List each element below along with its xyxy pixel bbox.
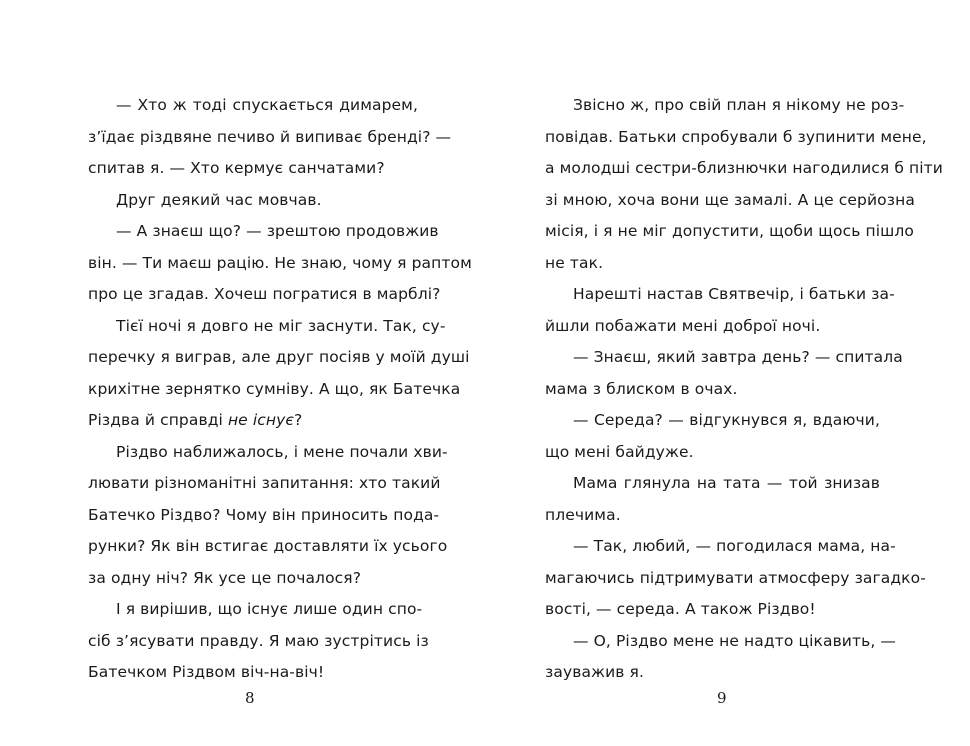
text-line: — Знаєш, який завтра день? — спитала — [573, 348, 903, 366]
text-line: зауважив я. — [545, 663, 644, 681]
text-line: сіб з’ясувати правду. Я маю зустрітись із — [88, 631, 429, 650]
text-fragment: ? — [294, 411, 303, 429]
text-line: перечку я виграв, але друг посіяв у моїй душі — [88, 348, 470, 366]
text-line: Нарешті настав Святвечір, і батьки за- — [573, 285, 895, 303]
text-line: — Хто ж тоді спускається димарем, — [116, 96, 418, 114]
text-line: — О, Різдво мене не надто цікавить, — — [573, 631, 896, 650]
left-page — [88, 90, 472, 689]
text-line: йшли побажати мені доброї ночі. — [545, 316, 821, 335]
text-line: І я вирішив, що існує лише один спо- — [116, 600, 423, 618]
text-line: — Середа? — відгукнувся я, вдаючи, — [573, 411, 880, 429]
text-line: — Так, любий, — погодилася мама, на- — [573, 537, 896, 555]
right-page — [545, 90, 943, 689]
text-line: крихітне зернятко сумніву. А що, як Батечка — [88, 379, 461, 398]
text-line: Звісно ж, про свій план я нікому не роз- — [573, 96, 905, 114]
text-line: Тієї ночі я довго не міг заснути. Так, су- — [116, 316, 446, 335]
text-line: магаючись підтримувати атмосферу загадко- — [545, 568, 926, 587]
text-line: місія, і я не міг допустити, щоби щось пішло — [545, 222, 914, 240]
text-line: — А знаєш що? — зрештою продовжив — [116, 222, 439, 240]
text-line: зі мною, хоча вони ще замалі. А це серйозна — [545, 190, 915, 209]
paragraph — [88, 594, 429, 689]
text-line: з’їдає різдвяне печиво й випиває бренді? — — [88, 127, 452, 146]
page-number: 8 — [245, 689, 255, 707]
text-line: не так. — [545, 253, 604, 272]
text-line: Друг деякий час мовчав. — [116, 190, 322, 209]
paragraph — [545, 279, 895, 342]
paragraph — [545, 342, 903, 405]
text-line: спитав я. — Хто кермує санчатами? — [88, 159, 385, 177]
text-line: Батечком Різдвом віч-на-віч! — [88, 663, 325, 681]
paragraph — [88, 90, 452, 185]
paragraph — [545, 468, 880, 531]
text-fragment: Різдва й справді — [88, 411, 228, 429]
text-line: а молодші сестри-близнючки нагодилися б піти — [545, 159, 943, 177]
emphasized-text: не існує — [227, 411, 294, 429]
text-line: мама з блиском в очах. — [545, 379, 738, 398]
text-line: Батечко Різдво? Чому він приносить пода- — [88, 505, 440, 524]
text-line: про це згадав. Хочеш погратися в марблі? — [88, 285, 441, 303]
paragraph — [88, 437, 448, 595]
text-line — [88, 405, 418, 437]
text-line: що мені байдуже. — [545, 442, 694, 461]
paragraph — [88, 185, 418, 217]
text-line: повідав. Батьки спробували б зупинити мене, — [545, 127, 927, 146]
text-line: він. — Ти маєш рацію. Не знаю, чому я раптом — [88, 253, 472, 272]
page-number: 9 — [717, 689, 727, 707]
text-line: плечима. — [545, 505, 621, 524]
text-line: лювати різноманітні запитання: хто такий — [88, 474, 441, 492]
text-line: вості, — середа. А також Різдво! — [545, 600, 816, 618]
paragraph — [545, 531, 926, 626]
paragraph — [88, 216, 472, 311]
paragraph — [545, 626, 896, 689]
paragraph — [545, 90, 943, 279]
text-line: Різдво наближалось, і мене почали хви- — [116, 442, 448, 461]
paragraph — [88, 311, 470, 437]
text-line: Мама глянула на тата — той знизав — [573, 474, 880, 492]
paragraph — [545, 405, 880, 468]
text-line: за одну ніч? Як усе це почалося? — [88, 568, 362, 587]
text-line: рунки? Як він встигає доставляти їх усього — [88, 537, 448, 555]
